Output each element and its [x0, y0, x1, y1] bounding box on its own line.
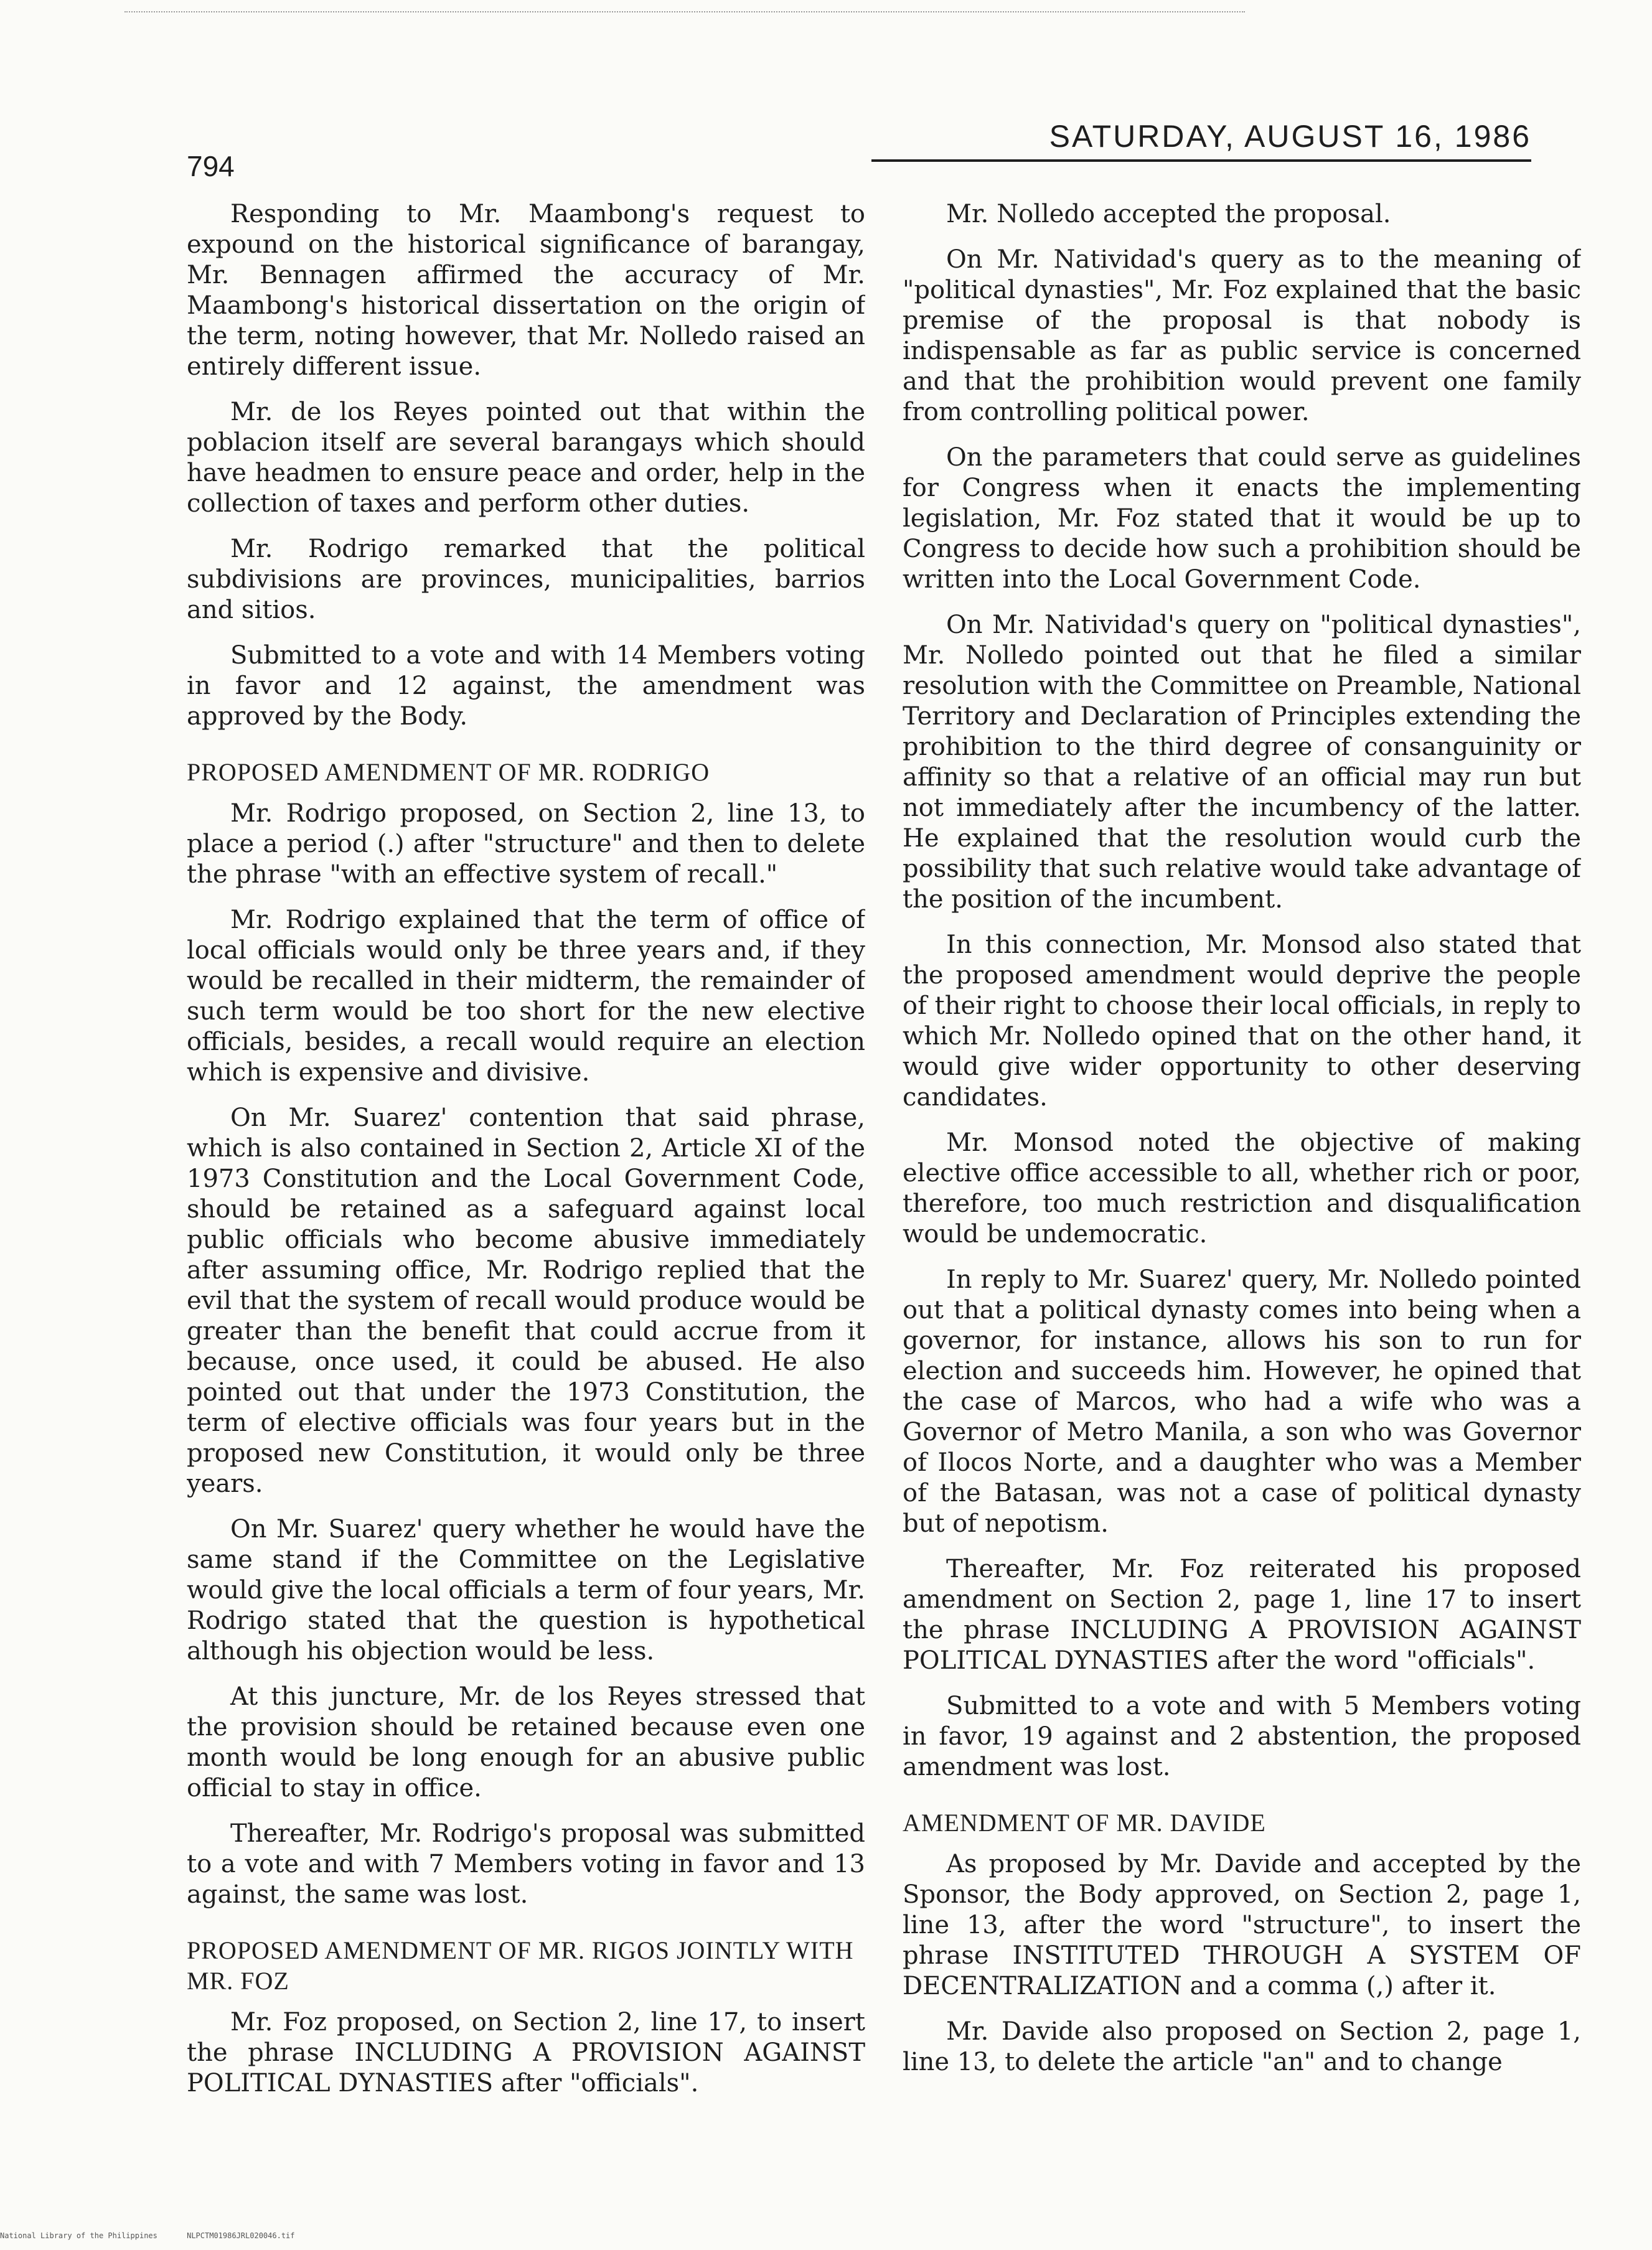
paragraph: Mr. Rodrigo proposed, on Section 2, line 13, to place a period (.) after "structure" and then to delete the phrase "with an effective system of recall." — [187, 799, 865, 889]
header-rule — [871, 159, 1531, 162]
paragraph: Thereafter, Mr. Rodrigo's proposal was submitted to a vote and with 7 Members voting in favor and 13 against, the same was lost. — [187, 1819, 865, 1909]
right-column — [903, 199, 1581, 2129]
paragraph: On Mr. Suarez' contention that said phrase, which is also contained in Section 2, Article XI of the 1973 Constitution and the Local Government Code, should be retained as a safeguard against local public officials who become abusive immediately after assuming office, Mr. Rodrigo replied that the evil that the system of recall would produce would be greater than the benefit that could accrue from it because, once used, it could be abused. He also pointed out that under the 1973 Constitution, the term of elective officials was four years but in the proposed new Constitution, it would only be three years. — [187, 1104, 865, 1498]
paragraph: On Mr. Suarez' query whether he would have the same stand if the Committee on the Legislative would give the local officials a term of four years, Mr. Rodrigo stated that the question is hypothetical although his objection would be less. — [187, 1515, 865, 1666]
running-head-date: SATURDAY, AUGUST 16, 1986 — [1049, 119, 1531, 154]
scan-footer — [0, 2231, 320, 2240]
paragraph: On Mr. Natividad's query as to the meaning of "political dynasties", Mr. Foz explained that the basic premise of the proposal is that nobody is indispensable as far as public service is concerned and that the prohibition would prevent one family from controlling political power. — [903, 245, 1581, 426]
paragraph: At this juncture, Mr. de los Reyes stressed that the provision should be retained because even one month would be long enough for an abusive public official to stay in office. — [187, 1682, 865, 1802]
paragraph: Mr. de los Reyes pointed out that within the poblacion itself are several barangays which should have headmen to ensure peace and order, help in the collection of taxes and perform other duties. — [187, 398, 865, 518]
section-heading: PROPOSED AMENDMENT OF MR. RIGOS JOINTLY WITH MR. FOZ — [187, 1936, 854, 1995]
scan-edge-rule — [124, 11, 1245, 12]
body-columns — [187, 199, 1581, 2129]
page-number: 794 — [187, 150, 235, 182]
paragraph: In this connection, Mr. Monsod also stated that the proposed amendment would deprive the people of their right to choose their local officials, in reply to which Mr. Nolledo opined that on the other hand, it would give wider opportunity to other deserving candidates. — [903, 930, 1581, 1112]
page-header — [187, 112, 1531, 205]
footer-library: National Library of the Philippines — [0, 2231, 157, 2240]
paragraph: Mr. Rodrigo remarked that the political subdivisions are provinces, municipalities, barrios and sitios. — [187, 535, 865, 624]
paragraph: Submitted to a vote and with 5 Members voting in favor, 19 against and 2 abstention, the proposed amendment was lost. — [903, 1692, 1581, 1781]
footer-file-id: NLPCTM01986JRL020046.tif — [187, 2231, 295, 2240]
section-heading: AMENDMENT OF MR. DAVIDE — [903, 1809, 1266, 1837]
paragraph: Mr. Davide also proposed on Section 2, page 1, line 13, to delete the article "an" and to change — [903, 2017, 1581, 2076]
section-heading: PROPOSED AMENDMENT OF MR. RODRIGO — [187, 758, 710, 786]
paragraph: Mr. Rodrigo explained that the term of office of local officials would only be three years and, if they would be recalled in their midterm, the remainder of such term would be too short for the new elective officials, besides, a recall would require an election which is expensive and divisive. — [187, 906, 865, 1087]
paragraph: Thereafter, Mr. Foz reiterated his proposed amendment on Section 2, page 1, line 17 to insert the phrase INCLUDING A PROVISION AGAINST POLITICAL DYNASTIES after the word "officials". — [903, 1555, 1581, 1675]
paragraph: Submitted to a vote and with 14 Members voting in favor and 12 against, the amendment was approved by the Body. — [187, 641, 865, 731]
paragraph: Mr. Foz proposed, on Section 2, line 17, to insert the phrase INCLUDING A PROVISION AGAINST POLITICAL DYNASTIES after "officials". — [187, 2008, 865, 2098]
paragraph: On the parameters that could serve as guidelines for Congress when it enacts the implementing legislation, Mr. Foz stated that it would be up to Congress to decide how such a prohibition should be written into the Local Government Code. — [903, 443, 1581, 594]
paragraph: Mr. Nolledo accepted the proposal. — [946, 200, 1391, 228]
paragraph: Responding to Mr. Maambong's request to expound on the historical significance of barangay, Mr. Bennagen affirmed the accuracy of Mr. Maambong's historical dissertation on the origin of the term, noting however, that Mr. Nolledo raised an entirely different issue. — [187, 200, 865, 381]
left-column — [187, 199, 865, 2129]
paragraph: On Mr. Natividad's query on "political dynasties", Mr. Nolledo pointed out that he filed a similar resolution with the Committee on Preamble, National Territory and Declaration of Principles extending the prohibition to the third degree of consanguinity or affinity so that a relative of an official may run but not immediately after the incumbency of the latter. He explained that the resolution would curb the possibility that such relative would take advantage of the position of the incumbent. — [903, 611, 1581, 914]
paragraph: Mr. Monsod noted the objective of making elective office accessible to all, whether rich or poor, therefore, too much restriction and disqualification would be undemocratic. — [903, 1128, 1581, 1249]
paragraph: As proposed by Mr. Davide and accepted by the Sponsor, the Body approved, on Section 2, page 1, line 13, after the word "structure", to insert the phrase INSTITUTED THROUGH A SYSTEM OF DECENTRALIZATION and a comma (,) after it. — [903, 1850, 1581, 2000]
paragraph: In reply to Mr. Suarez' query, Mr. Nolledo pointed out that a political dynasty comes into being when a governor, for instance, allows his son to run for election and succeeds him. However, he opined that the case of Marcos, who had a wife who was a Governor of Metro Manila, a son who was Governor of Ilocos Norte, and a daughter who was a Member of the Batasan, was not a case of political dynasty but of nepotism. — [903, 1265, 1581, 1538]
